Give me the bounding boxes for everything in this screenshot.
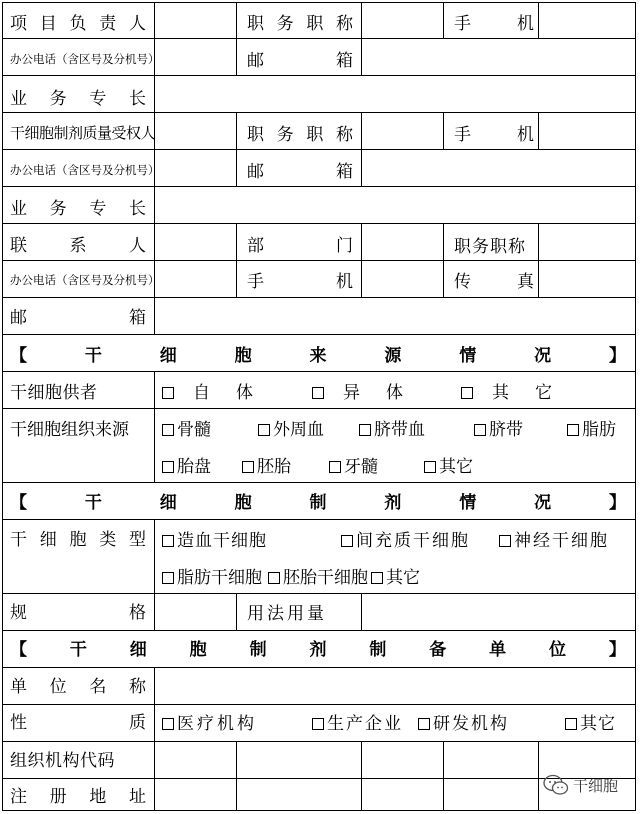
label-char: 细 — [159, 345, 177, 366]
label-char: 职 — [247, 13, 264, 34]
label-char: 制 — [249, 639, 267, 660]
label-char: 手 — [247, 271, 264, 292]
tissue-option-peripheral-blood[interactable]: 外周血 — [258, 415, 324, 440]
table-cell — [237, 779, 362, 811]
application-form — [2, 2, 636, 811]
label-char: 机 — [336, 271, 353, 292]
label-char: 况 — [534, 345, 552, 366]
label-cell-type — [10, 524, 146, 550]
table-cell[interactable] — [155, 150, 237, 187]
label-org-code: 组织机构代码 — [10, 751, 115, 771]
label-char: 胞 — [189, 639, 207, 660]
checkbox[interactable] — [162, 461, 174, 473]
label-char: 制 — [369, 639, 387, 660]
label-char: 职 — [306, 124, 324, 145]
checkbox[interactable] — [565, 718, 577, 730]
label-char: 】 — [609, 345, 626, 366]
table-cell[interactable] — [539, 261, 636, 298]
label-char: 务 — [49, 198, 67, 219]
cell-option-mesenchymal[interactable]: 间充质干细胞 — [341, 526, 470, 551]
section-title-source — [10, 340, 626, 366]
tissue-option-cord-blood[interactable]: 脐带血 — [359, 415, 425, 440]
label-char: 长 — [128, 198, 146, 219]
tissue-option-adipose[interactable]: 脂肪 — [567, 415, 616, 440]
label-char: 目 — [39, 13, 57, 34]
cell-option-embryonic[interactable]: 胚胎干细胞 — [268, 563, 368, 588]
provider-option-allogeneic[interactable] — [312, 378, 403, 403]
label-office-phone: 办公电话（含区号及分机号） — [10, 52, 160, 66]
label-char: 型 — [129, 529, 146, 550]
label-fax — [454, 266, 534, 292]
table-cell[interactable] — [362, 224, 444, 261]
label-char: 细 — [159, 492, 177, 513]
label-char: 地 — [89, 786, 107, 807]
label-char: 职 — [306, 13, 324, 34]
label-mobile — [454, 8, 534, 34]
table-cell[interactable] — [155, 594, 237, 631]
table-cell[interactable] — [362, 742, 444, 779]
label-char: 类 — [99, 529, 117, 550]
label-char: 系 — [69, 235, 87, 256]
tissue-option-placenta[interactable]: 胎盘 — [162, 452, 211, 477]
label-char: 邮 — [10, 307, 27, 328]
label-char: 手 — [454, 13, 471, 34]
label-char: 【 — [10, 639, 27, 660]
checkbox[interactable] — [359, 424, 371, 436]
watermark-text: 干细胞 — [573, 776, 619, 795]
checkbox[interactable] — [474, 424, 486, 436]
label-char: 专 — [89, 88, 107, 109]
label-char: 自 — [193, 383, 210, 403]
label-char: 规 — [10, 602, 27, 623]
table-cell[interactable] — [155, 779, 237, 811]
checkbox[interactable] — [162, 535, 174, 547]
label-char: 【 — [10, 492, 27, 513]
label-char: 务 — [276, 124, 294, 145]
label-char: 邮 — [247, 50, 264, 71]
table-cell[interactable] — [155, 2, 237, 39]
label-char: 体 — [236, 383, 253, 403]
label-nature — [10, 707, 146, 733]
label-contact — [10, 230, 146, 256]
checkbox[interactable] — [329, 461, 341, 473]
label-char: 情 — [459, 492, 477, 513]
label-unit-name — [10, 671, 146, 697]
label-char: 细 — [39, 529, 57, 550]
checkbox[interactable] — [341, 535, 353, 547]
label-office-phone-2: 办公电话（含区号及分机号） — [10, 163, 160, 177]
table-cell[interactable] — [155, 39, 237, 76]
label-char: 箱 — [129, 307, 146, 328]
table-cell[interactable] — [155, 742, 237, 779]
checkbox[interactable] — [162, 718, 174, 730]
label-char: 册 — [49, 786, 67, 807]
table-cell[interactable] — [155, 261, 237, 298]
provider-option-other[interactable] — [461, 378, 552, 403]
label-char: 其 — [492, 383, 509, 403]
tissue-option-dental-pulp[interactable]: 牙髓 — [329, 452, 378, 477]
tissue-option-umbilical-cord[interactable]: 脐带 — [474, 415, 523, 440]
label-char: 注 — [10, 786, 27, 807]
table-cell[interactable] — [362, 261, 444, 298]
tissue-option-bone-marrow[interactable]: 骨髓 — [162, 415, 211, 440]
label-mobile-2 — [454, 119, 534, 145]
cell-option-other[interactable]: 其它 — [371, 563, 420, 588]
label-email-2 — [247, 156, 353, 182]
label-char: 位 — [49, 676, 67, 697]
cell-option-neural[interactable]: 神经干细胞 — [499, 526, 609, 551]
label-char: 剂 — [309, 639, 327, 660]
label-char: 胞 — [234, 492, 252, 513]
cell-option-adipose[interactable]: 脂肪干细胞 — [162, 563, 262, 588]
label-char: 情 — [459, 345, 477, 366]
label-office-phone-3: 办公电话（含区号及分机号） — [10, 273, 160, 287]
label-char: 性 — [10, 712, 27, 733]
tissue-option-other[interactable]: 其它 — [424, 452, 473, 477]
label-char: 质 — [129, 712, 146, 733]
table-cell — [444, 742, 539, 779]
label-char: 传 — [454, 271, 471, 292]
tissue-option-embryo[interactable]: 胚胎 — [242, 452, 291, 477]
label-specification — [10, 597, 146, 623]
label-char: 名 — [89, 676, 107, 697]
label-char: 箱 — [336, 161, 353, 182]
table-cell[interactable] — [155, 668, 636, 705]
label-char: 【 — [10, 345, 27, 366]
label-usage-dosage: 用法用量 — [247, 604, 327, 624]
label-char: 长 — [128, 88, 146, 109]
label-char: 胞 — [69, 529, 87, 550]
provider-option-autologous[interactable] — [162, 378, 253, 403]
label-char: 单 — [489, 639, 507, 660]
label-char: 址 — [128, 786, 146, 807]
checkbox[interactable] — [424, 461, 436, 473]
section-title-unit — [10, 634, 626, 660]
table-cell[interactable] — [362, 594, 636, 631]
checkbox[interactable] — [499, 535, 511, 547]
label-char: 业 — [10, 88, 27, 109]
table-cell[interactable] — [539, 2, 636, 39]
label-job-title-2 — [247, 119, 353, 145]
label-char: 手 — [454, 124, 471, 145]
label-char: 称 — [128, 676, 146, 697]
table-cell[interactable] — [155, 187, 636, 224]
label-char: 它 — [535, 383, 552, 403]
table-cell — [237, 742, 362, 779]
label-job-title-3: 职务职称 — [454, 237, 526, 257]
label-char: 干 — [10, 529, 27, 550]
label-char: 单 — [10, 676, 27, 697]
watermark-logo — [543, 774, 618, 796]
checkbox[interactable] — [371, 572, 383, 584]
label-char: 备 — [429, 639, 447, 660]
label-char: 业 — [10, 198, 27, 219]
table-cell[interactable] — [155, 298, 636, 335]
checkbox[interactable] — [312, 718, 324, 730]
checkbox[interactable] — [162, 387, 174, 399]
label-char: 机 — [517, 124, 534, 145]
label-char: 门 — [336, 235, 353, 256]
label-mobile-3 — [247, 266, 353, 292]
label-char: 格 — [129, 602, 146, 623]
label-qa-person: 干细胞制剂质量受权人 — [10, 124, 156, 142]
label-char: 来 — [309, 345, 327, 366]
table-cell[interactable] — [362, 779, 444, 811]
table-cell[interactable] — [155, 224, 237, 261]
label-char: 细 — [129, 639, 147, 660]
label-char: 体 — [386, 383, 403, 403]
label-email-3 — [10, 302, 146, 328]
label-reg-address — [10, 781, 146, 807]
checkbox[interactable] — [242, 461, 254, 473]
nature-option-enterprise[interactable]: 生产企业 — [312, 709, 403, 734]
label-char: 联 — [10, 235, 27, 256]
label-char: 机 — [517, 13, 534, 34]
nature-option-research[interactable]: 研发机构 — [418, 709, 509, 734]
checkbox[interactable] — [418, 718, 430, 730]
label-char: 职 — [247, 124, 264, 145]
table-cell[interactable] — [362, 39, 636, 76]
table-cell — [444, 779, 539, 811]
label-department — [247, 230, 353, 256]
cell-option-hematopoietic[interactable]: 造血干细胞 — [162, 526, 267, 551]
label-char: 称 — [335, 13, 353, 34]
label-char: 务 — [276, 13, 294, 34]
table-cell[interactable] — [362, 113, 444, 150]
label-char: 位 — [549, 639, 567, 660]
table-cell[interactable] — [155, 76, 636, 113]
label-char: 制 — [309, 492, 327, 513]
label-char: 责 — [99, 13, 117, 34]
label-email — [247, 45, 353, 71]
label-char: 干 — [84, 492, 102, 513]
section-title-preparation — [10, 487, 626, 513]
label-char: 异 — [343, 383, 360, 403]
table-cell[interactable] — [362, 150, 636, 187]
checkbox[interactable] — [268, 572, 280, 584]
label-char: 人 — [129, 13, 146, 34]
table-cell[interactable] — [155, 113, 237, 150]
label-provider: 干细胞供者 — [10, 383, 98, 403]
label-char: 况 — [534, 492, 552, 513]
label-expertise-2 — [10, 193, 146, 219]
label-tissue-source: 干细胞组织来源 — [10, 420, 129, 440]
chat-bubbles-icon — [543, 774, 569, 796]
label-char: 胞 — [234, 345, 252, 366]
checkbox[interactable] — [162, 424, 174, 436]
label-char: 称 — [335, 124, 353, 145]
label-job-title — [247, 8, 353, 34]
checkbox[interactable] — [461, 387, 473, 399]
label-char: 真 — [517, 271, 534, 292]
label-char: 部 — [247, 235, 264, 256]
label-char: 】 — [609, 492, 626, 513]
checkbox[interactable] — [162, 572, 174, 584]
label-char: 箱 — [336, 50, 353, 71]
label-char: 项 — [10, 13, 27, 34]
label-char: 源 — [384, 345, 402, 366]
label-char: 干 — [84, 345, 102, 366]
label-expertise — [10, 83, 146, 109]
label-char: 剂 — [384, 492, 402, 513]
nature-option-other[interactable]: 其它 — [565, 709, 616, 734]
label-char: 专 — [89, 198, 107, 219]
table-cell[interactable] — [539, 224, 636, 261]
label-char: 邮 — [247, 161, 264, 182]
table-cell[interactable] — [362, 2, 444, 39]
label-char: 务 — [49, 88, 67, 109]
label-project-lead — [10, 8, 146, 34]
label-char: 负 — [69, 13, 87, 34]
checkbox[interactable] — [312, 387, 324, 399]
checkbox[interactable] — [258, 424, 270, 436]
label-char: 干 — [69, 639, 87, 660]
table-cell[interactable] — [539, 113, 636, 150]
checkbox[interactable] — [567, 424, 579, 436]
nature-option-medical[interactable]: 医疗机构 — [162, 709, 257, 734]
label-char: 人 — [129, 235, 146, 256]
label-char: 】 — [608, 639, 626, 660]
